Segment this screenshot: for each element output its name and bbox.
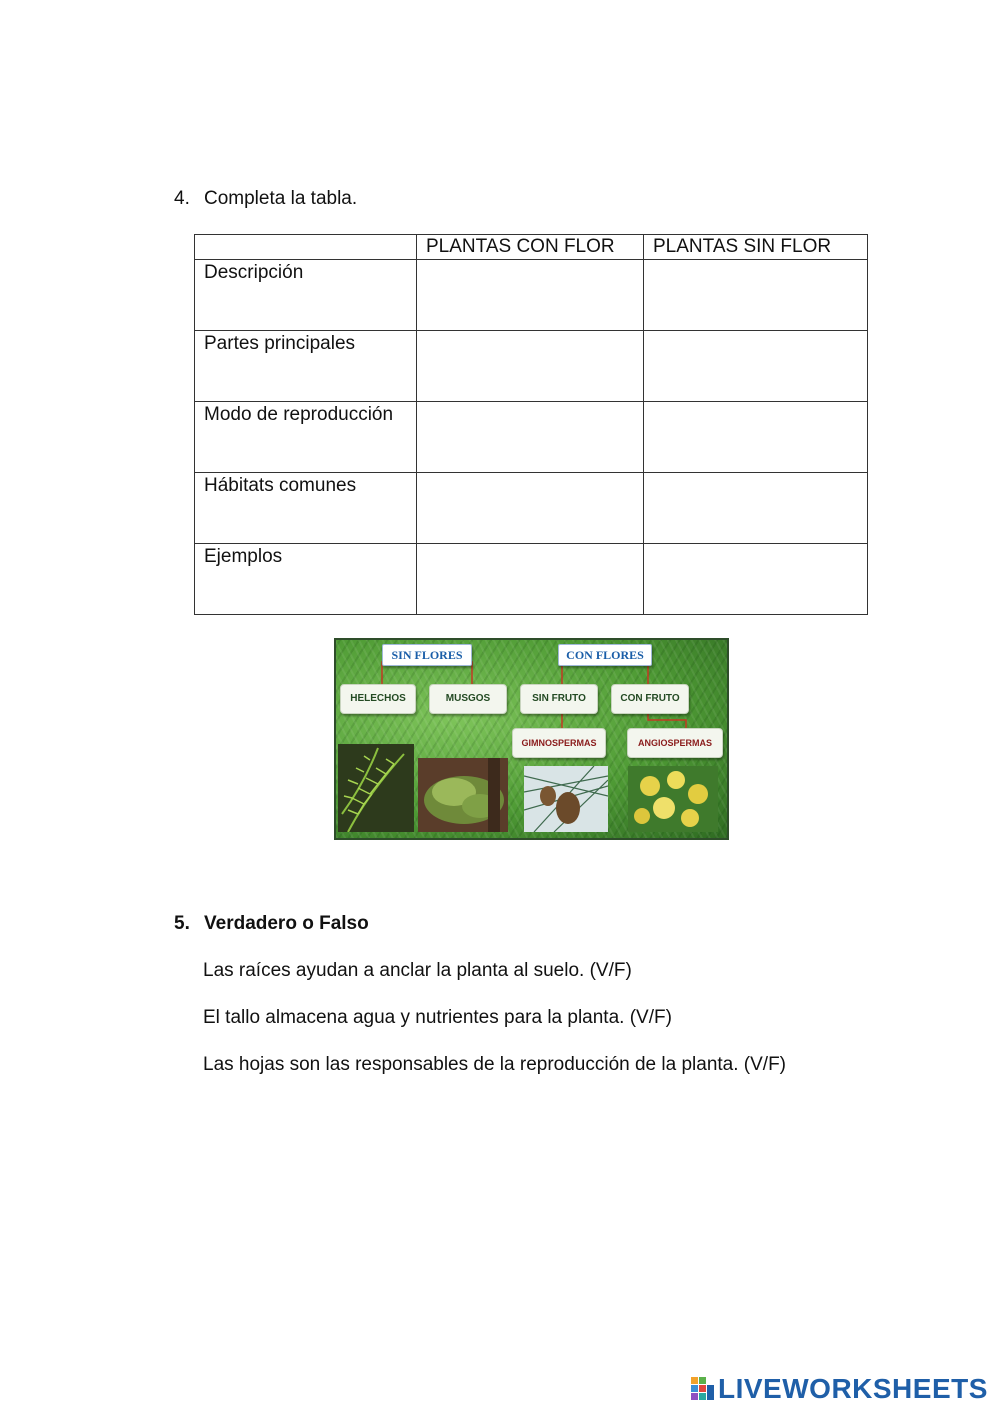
question-4-number: 4.: [174, 188, 190, 209]
table-row: [195, 260, 868, 331]
connector-line: [648, 714, 686, 728]
liveworksheets-logo-icon: [690, 1376, 716, 1402]
pine-cone-photo: [524, 766, 608, 832]
answer-cell-con-flor[interactable]: [417, 331, 644, 402]
liveworksheets-wordmark: LIVEWORKSHEETS: [718, 1373, 988, 1404]
answer-cell-sin-flor[interactable]: [644, 260, 868, 331]
question-4-title: [174, 188, 357, 210]
comparison-table: [194, 234, 868, 615]
row-label-ejemplos: Ejemplos: [195, 544, 417, 615]
true-false-statement[interactable]: Las raíces ayudan a anclar la planta al suelo. (V/F): [203, 960, 632, 981]
fern-illustration-icon: [338, 744, 414, 832]
row-label-reproduccion: Modo de reproducción: [195, 402, 417, 473]
diagram-node-gimnospermas: GIMNOSPERMAS: [512, 728, 606, 758]
table-header-row: [195, 235, 868, 260]
diagram-head-con-flores: CON FLORES: [558, 644, 652, 666]
diagram-node-sin-fruto: SIN FRUTO: [520, 684, 598, 714]
row-label-partes: Partes principales: [195, 331, 417, 402]
question-4-text: Completa la tabla.: [204, 188, 358, 209]
true-false-statement[interactable]: Las hojas son las responsables de la reproducción de la planta. (V/F): [203, 1054, 787, 1075]
question-5-title: [174, 913, 369, 935]
liveworksheets-brand: [690, 1374, 988, 1404]
fern-photo: [338, 744, 414, 832]
table-row: [195, 473, 868, 544]
pine-cone-illustration-icon: [524, 766, 608, 832]
answer-cell-con-flor[interactable]: [417, 260, 644, 331]
table-row: [195, 331, 868, 402]
table-header-sin-flor: PLANTAS SIN FLOR: [644, 235, 868, 260]
row-label-descripcion: Descripción: [195, 260, 417, 331]
table-header-con-flor: PLANTAS CON FLOR: [417, 235, 644, 260]
table-header-empty: [195, 235, 417, 260]
lemon-tree-illustration-icon: [628, 766, 718, 832]
answer-cell-sin-flor[interactable]: [644, 331, 868, 402]
diagram-head-sin-flores: SIN FLORES: [382, 644, 472, 666]
moss-photo: [418, 758, 508, 832]
diagram-node-con-fruto: CON FRUTO: [611, 684, 689, 714]
table-row: [195, 402, 868, 473]
lemon-tree-photo: [628, 766, 718, 832]
answer-cell-con-flor[interactable]: [417, 544, 644, 615]
diagram-node-angiospermas: ANGIOSPERMAS: [627, 728, 723, 758]
question-5-number: 5.: [174, 913, 190, 934]
diagram-node-helechos: HELECHOS: [340, 684, 416, 714]
answer-cell-con-flor[interactable]: [417, 473, 644, 544]
answer-cell-sin-flor[interactable]: [644, 544, 868, 615]
table-row: [195, 544, 868, 615]
plant-classification-diagram: [334, 638, 729, 840]
question-5-text: Verdadero o Falso: [204, 913, 369, 934]
true-false-statement[interactable]: El tallo almacena agua y nutrientes para la planta. (V/F): [203, 1007, 672, 1028]
answer-cell-sin-flor[interactable]: [644, 402, 868, 473]
answer-cell-sin-flor[interactable]: [644, 473, 868, 544]
diagram-node-musgos: MUSGOS: [429, 684, 507, 714]
answer-cell-con-flor[interactable]: [417, 402, 644, 473]
row-label-habitats: Hábitats comunes: [195, 473, 417, 544]
moss-illustration-icon: [418, 758, 508, 832]
